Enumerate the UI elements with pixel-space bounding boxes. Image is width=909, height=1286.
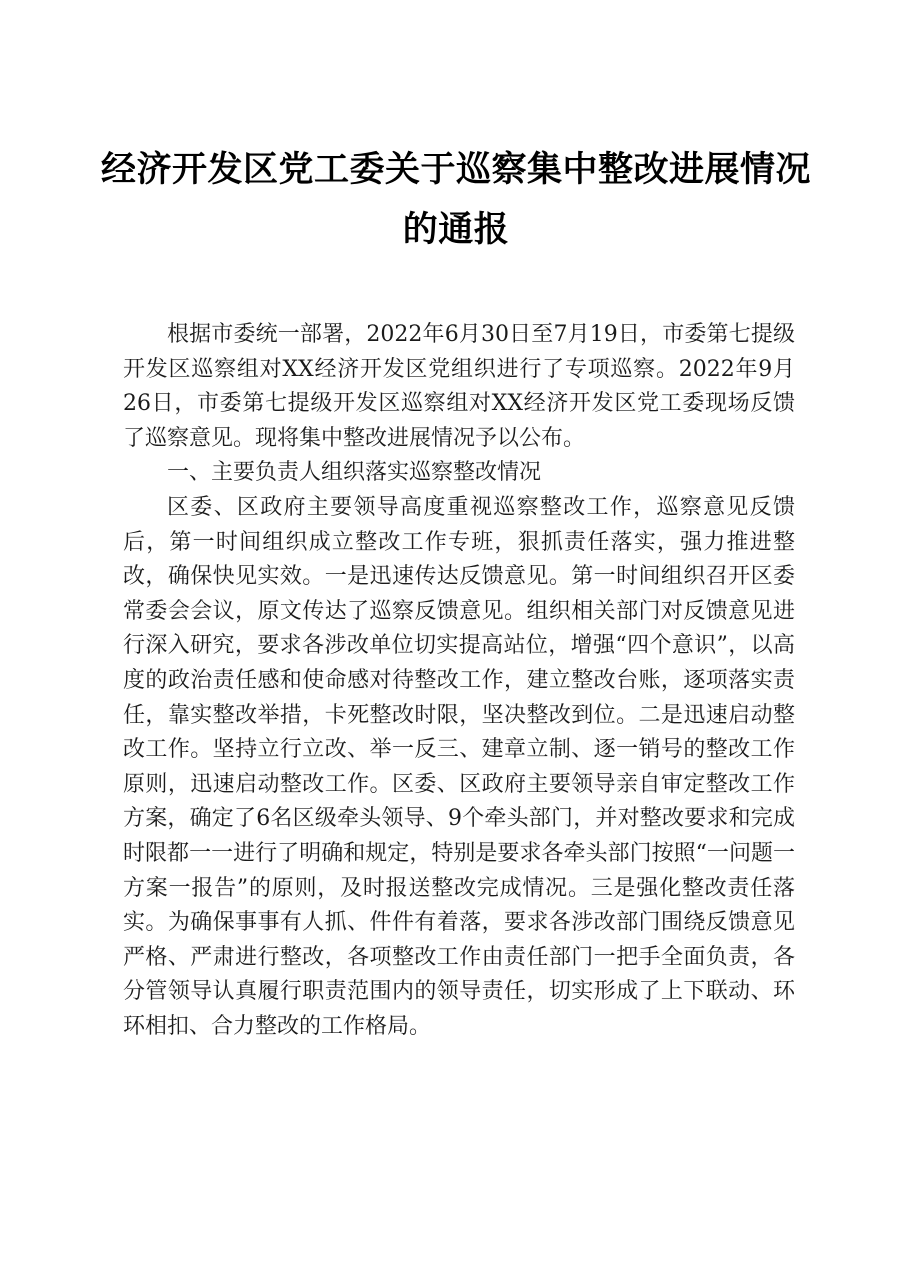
document-title [96,140,816,260]
section-heading: 一、主要负责人组织落实巡察整改情况 [167,460,542,486]
title-line-2: 的通报 [402,209,510,250]
document-body [123,318,795,1044]
paragraph-section-1: 区委、区政府主要领导高度重视巡察整改工作，巡察意见反馈后，第一时间组织成立整改工作专班，狠抓责任落实，强力推进整改，确保快见实效。一是迅速传达反馈意见。第一时间组织召开区委常委会会议，原文传达了巡察反馈意见。组织相关部门对反馈意见进行深入研究，要求各涉改单位切实提高站位，增强“四个意识”，以高度的政治责任感和使命感对待整改工作，建立整改台账，逐项落实责任，靠实整改举措，卡死整改时限，坚决整改到位。二是迅速启动整改工作。坚持立行立改、举一反三、建章立制、逐一销号的整改工作原则，迅速启动整改工作。区委、区政府主要领导亲自审定整改工作方案，确定了6名区级牵头领导、9个牵头部门，并对整改要求和完成时限都一一进行了明确和规定，特别是要求各牵头部门按照“一问题一方案一报告”的原则，及时报送整改完成情况。三是强化整改责任落实。为确保事事有人抓、件件有着落，要求各涉改部门围绕反馈意见严格、严肃进行整改，各项整改工作由责任部门一把手全面负责，各分管领导认真履行职责范围内的领导责任，切实形成了上下联动、环环相扣、合力整改的工作格局。 [123,494,795,1039]
title-line-1: 经济开发区党工委关于巡察集中整改进展情况 [100,149,811,190]
paragraph-intro: 根据市委统一部署，2022年6月30日至7月19日，市委第七提级开发区巡察组对XX经济开发区党组织进行了专项巡察。2022年9月26日，市委第七提级开发区巡察组对XX经济开发区党工委现场反馈了巡察意见。现将集中整改进展情况予以公布。 [123,322,795,451]
